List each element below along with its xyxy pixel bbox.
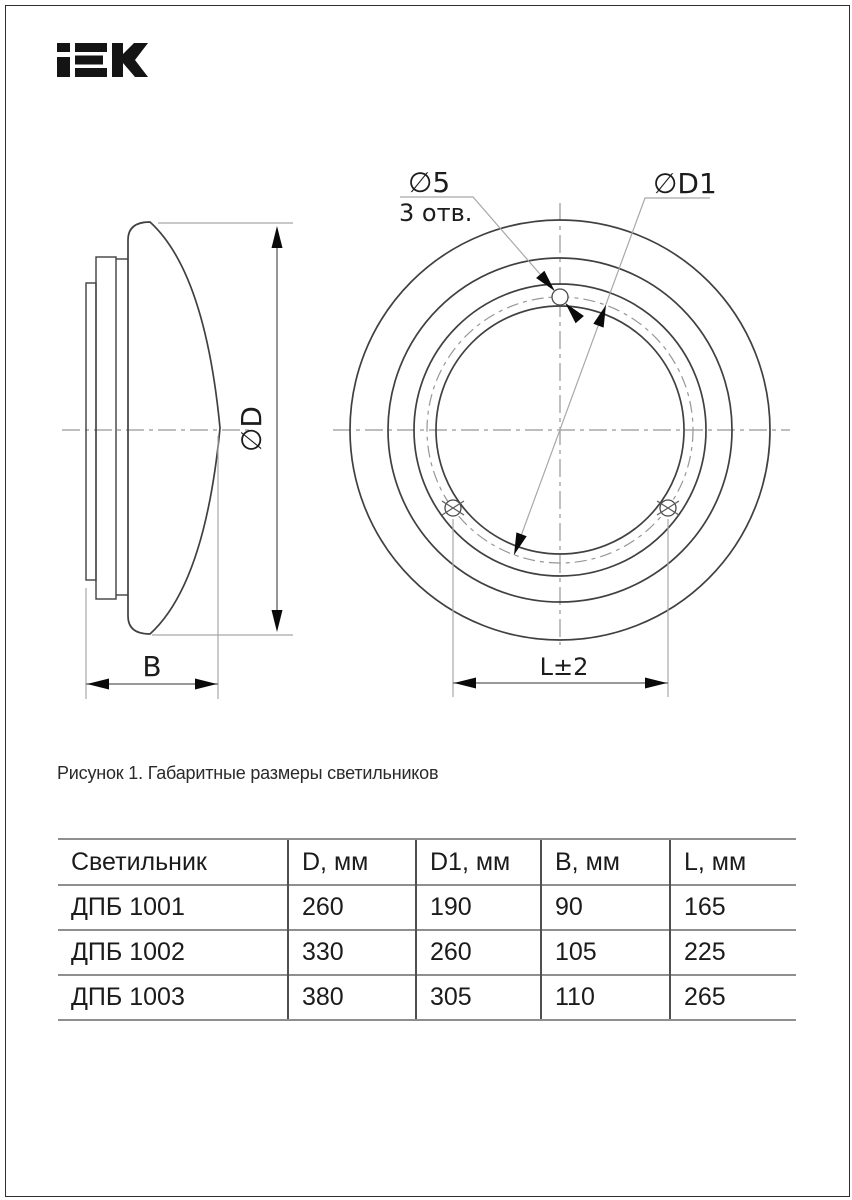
bolt-circle-dia-line [514,198,710,555]
arrow-right-icon [195,679,217,690]
label-holes-count: 3 отв. [399,199,473,227]
mount-plate-back [86,283,96,580]
arrow-icon [514,532,527,555]
arrow-icon [536,271,555,291]
table-row [58,885,796,930]
mount-plate [96,257,116,599]
cell-d: 380 [288,975,416,1020]
cell-l: 265 [670,975,796,1020]
arrow-icon [593,305,606,328]
table-header-row [58,839,796,885]
arrow-left-icon [454,678,476,689]
arrow-left-icon [87,679,109,690]
arrow-up-icon [272,226,283,248]
cell-model: ДПБ 1002 [58,930,288,975]
cell-b: 90 [541,885,670,930]
label-bolt-circle-diameter: ∅D1 [653,167,717,200]
table-row [58,975,796,1020]
mount-hole-top [552,289,568,305]
col-header-l: L, мм [670,839,796,885]
figure-caption: Рисунок 1. Габаритные размеры светильников [57,763,439,783]
cell-d1: 305 [416,975,541,1020]
cell-model: ДПБ 1003 [58,975,288,1020]
col-header-d1: D1, мм [416,839,541,885]
cell-d: 260 [288,885,416,930]
side-view [62,222,293,699]
label-mount-distance: L±2 [539,653,589,681]
front-view [333,166,790,697]
cell-b: 105 [541,930,670,975]
diffuser-dome [128,222,220,634]
col-header-b: B, мм [541,839,670,885]
cell-model: ДПБ 1001 [58,885,288,930]
table-row [58,930,796,975]
label-hole-diameter: ∅5 [408,166,451,199]
cell-l: 165 [670,885,796,930]
cell-d1: 260 [416,930,541,975]
cell-d1: 190 [416,885,541,930]
label-overall-diameter: ∅D [235,406,268,452]
cell-l: 225 [670,930,796,975]
col-header-d: D, мм [288,839,416,885]
cell-b: 110 [541,975,670,1020]
cell-d: 330 [288,930,416,975]
arrow-down-icon [272,610,283,632]
col-header-luminaire: Светильник [58,839,288,885]
arrow-right-icon [645,678,667,689]
dimensions-table [58,838,796,1021]
label-depth: B [142,650,162,683]
